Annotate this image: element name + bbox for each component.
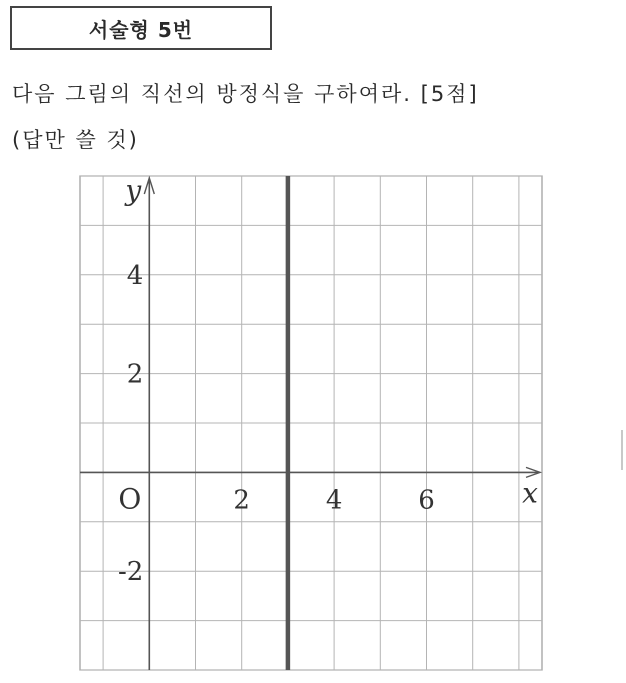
- x-tick-label: 2: [233, 485, 250, 516]
- y-tick-label: 4: [126, 260, 144, 291]
- scan-edge-mark: [621, 430, 623, 470]
- x-axis-label: x: [522, 476, 538, 510]
- y-tick-label: -2: [117, 557, 144, 588]
- axis-labels: [118, 174, 538, 587]
- x-tick-label: 6: [418, 485, 435, 516]
- x-tick-label: 4: [325, 485, 343, 516]
- origin-label: O: [118, 482, 142, 516]
- y-tick-label: 2: [126, 359, 144, 390]
- y-axis-label: y: [125, 174, 142, 207]
- problem-title: 서술형 5번: [88, 17, 194, 42]
- question-text: 다음 그림의 직선의 방정식을 구하여라. [5점]: [12, 82, 479, 106]
- question-note: (답만 쓸 것): [12, 128, 139, 152]
- axes: [80, 178, 540, 670]
